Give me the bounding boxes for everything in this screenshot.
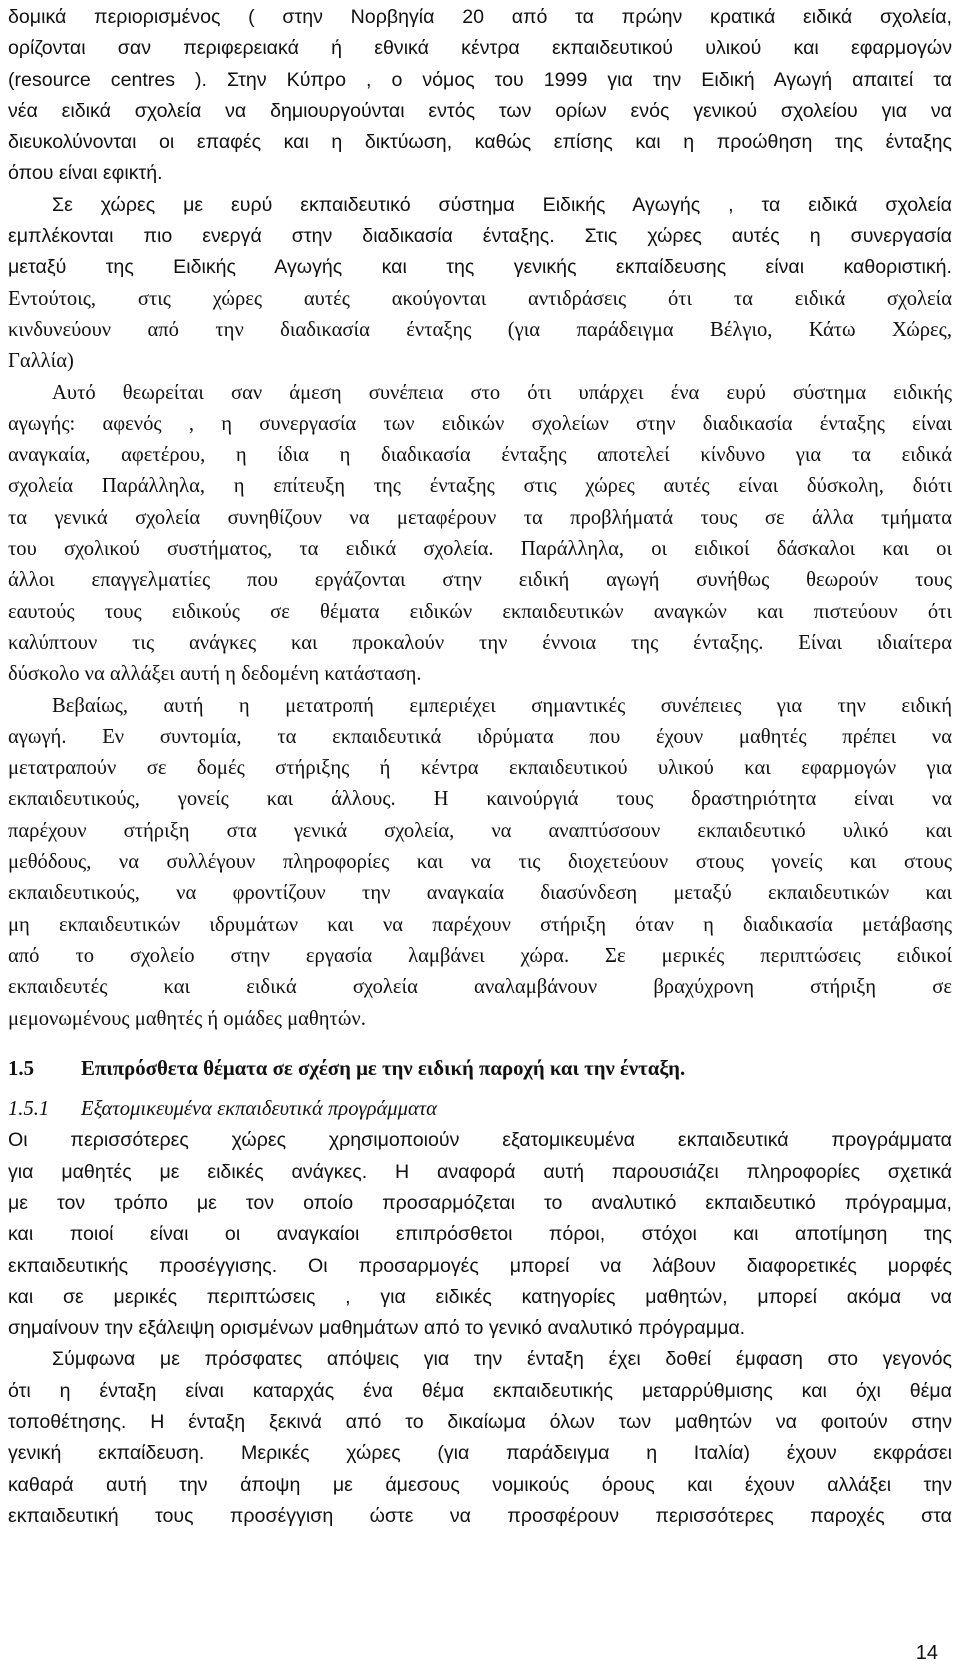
text-line: αναγκαία, αφετέρου, η ίδια η διαδικασία ένταξης αποτελεί κίνδυνο για τα ειδικά <box>8 444 952 467</box>
subsection-heading <box>8 1094 952 1125</box>
text-line: με τον τρόπο με τον οποίο προσαρμόζεται το αναλυτικό εκπαιδευτικό πρόγραμμα, <box>8 1191 952 1214</box>
text-line: (resource centres ). Στην Κύπρο , ο νόμος του 1999 για την Ειδική Αγωγή απαιτεί τα <box>8 68 952 91</box>
text-line: Σε χώρες με ευρύ εκπαιδευτικό σύστημα Ειδικής Αγωγής , τα ειδικά σχολεία <box>52 193 952 216</box>
text-line: Αυτό θεωρείται σαν άμεση συνέπεια στο ότι υπάρχει ένα ευρύ σύστημα ειδικής <box>52 381 952 404</box>
text-line: τοποθέτησης. Η ένταξη ξεκινά από το δικαίωμα όλων των μαθητών να φοιτούν στην <box>8 1411 952 1434</box>
text-line: μετατραπούν σε δομές στήριξης ή κέντρα εκπαιδευτικού υλικού και εφαρμογών για <box>8 757 952 780</box>
text-line: εκπαιδευτές και ειδικά σχολεία αναλαμβάνουν βραχύχρονη στήριξη σε <box>8 976 952 999</box>
text-line: εκπαιδευτική τους προσέγγιση ώστε να προσφέρουν περισσότερες παροχές στα <box>8 1504 952 1527</box>
text-line: εμπλέκονται πιο ενεργά στην διαδικασία ένταξης. Στις χώρες αυτές η συνεργασία <box>8 225 952 248</box>
paragraph-resource-centres <box>8 2 952 190</box>
text-line: σχολεία Παράλληλα, η επίτευξη της ένταξης στις χώρες αυτές είναι δύσκολη, διότι <box>8 475 952 498</box>
text-line: όπου είναι εφικτή. <box>8 162 163 185</box>
text-line: αγωγή. Εν συντομία, τα εκπαιδευτικά ιδρύματα που έχουν μαθητές πρέπει να <box>8 725 952 748</box>
text-line: αγωγής: αφενός , η συνεργασία των ειδικών σχολείων στην διαδικασία ένταξης είναι <box>8 412 952 435</box>
subsection-title: Εξατομικευμένα εκπαιδευτικά προγράμματα <box>81 1098 437 1121</box>
text-line: Γαλλία) <box>8 350 74 373</box>
text-line: εκπαιδευτικούς, να φροντίζουν την αναγκαία διασύνδεση μεταξύ εκπαιδευτικών και <box>8 882 952 905</box>
text-line: άλλοι επαγγελματίες που εργάζονται στην ειδική αγωγή συνήθως θεωρούν τους <box>8 569 952 592</box>
page-number: 14 <box>915 1642 938 1664</box>
text-line: ότι η ένταξη είναι καταρχάς ένα θέμα εκπαιδευτικής μεταρρύθμισης και όχι θέμα <box>8 1379 952 1402</box>
text-line: εκπαιδευτικούς, γονείς και άλλους. Η καινούργιά τους δραστηριότητα είναι να <box>8 788 952 811</box>
paragraph-transformation <box>8 691 952 1035</box>
text-line: νέα ειδικά σχολεία να δημιουργούνται εντός των ορίων ενός γενικού σχολείου για να <box>8 99 952 122</box>
text-line: μεταξύ της Ειδικής Αγωγής και της γενικής εκπαίδευσης είναι καθοριστική. <box>8 256 952 279</box>
text-line: και ποιοί είναι οι αναγκαίοι επιπρόσθετοι πόροι, στόχοι και αποτίμηση της <box>8 1223 952 1246</box>
subsection-number: 1.5.1 <box>8 1098 50 1121</box>
text-line: γενική εκπαίδευση. Μερικές χώρες (για παράδειγμα η Ιταλία) έχουν εκφράσει <box>8 1442 952 1465</box>
paragraph-individual-programs <box>8 1125 952 1344</box>
text-line: μη εκπαιδευτικών ιδρυμάτων και να παρέχουν στήριξη όταν η διαδικασία μετάβασης <box>8 913 952 936</box>
section-number: 1.5 <box>8 1056 34 1080</box>
text-line: καθαρά αυτή την άποψη με άμεσους νομικούς όρους και έχουν αλλάξει την <box>8 1473 952 1496</box>
section-title: Επιπρόσθετα θέματα σε σχέση με την ειδική παροχή και την ένταξη. <box>81 1056 686 1080</box>
text-line: διευκολύνονται οι επαφές και η δικτύωση, καθώς επίσης και η προώθηση της ένταξης <box>8 131 952 154</box>
text-line: μεθόδους, να συλλέγουν πληροφορίες και να τις διοχετεύουν στους γονείς και στους <box>8 851 952 874</box>
text-line: δύσκολο να αλλάξει αυτή η δεδομένη κατάσταση. <box>8 663 422 686</box>
section-heading <box>8 1053 952 1084</box>
text-line: Εντούτοις, στις χώρες αυτές ακούγονται αντιδράσεις ότι τα ειδικά σχολεία <box>8 287 952 310</box>
page-body <box>8 2 952 1532</box>
text-line: τα γενικά σχολεία συνηθίζουν να μεταφέρουν τα προβλήματά τους σε άλλα τμήματα <box>8 506 952 529</box>
text-line: και σε μερικές περιπτώσεις , για ειδικές κατηγορίες μαθητών, μπορεί ακόμα να <box>8 1285 952 1308</box>
paragraph-reform <box>8 1344 952 1532</box>
text-line: από το σχολείο στην εργασία λαμβάνει χώρα. Σε μερικές περιπτώσεις ειδικοί <box>8 944 952 967</box>
text-line: ορίζονται σαν περιφερειακά ή εθνικά κέντρα εκπαιδευτικού υλικού και εφαρμογών <box>8 37 952 60</box>
text-line: μεμονωμένους μαθητές ή ομάδες μαθητών. <box>8 1007 366 1030</box>
paragraph-consequence <box>8 378 952 691</box>
text-line: σημαίνουν την εξάλειψη ορισμένων μαθημάτων από το γενικό αναλυτικό πρόγραμμα. <box>8 1317 746 1340</box>
text-line: Βεβαίως, αυτή η μετατροπή εμπεριέχει σημαντικές συνέπειες για την ειδική <box>52 694 952 717</box>
text-line: εκπαιδευτικής προσέγγισης. Οι προσαρμογές μπορεί να λάβουν διαφορετικές μορφές <box>8 1254 952 1277</box>
text-line: Οι περισσότερες χώρες χρησιμοποιούν εξατομικευμένα εκπαιδευτικά προγράμματα <box>8 1129 952 1152</box>
text-line: Σύμφωνα με πρόσφατες απόψεις για την ένταξη έχει δοθεί έμφαση στο γεγονός <box>52 1348 952 1371</box>
paragraph-wide-systems <box>8 190 952 378</box>
text-line: για μαθητές με ειδικές ανάγκες. Η αναφορά αυτή παρουσιάζει πληροφορίες σχετικά <box>8 1160 952 1183</box>
text-line: παρέχουν στήριξη στα γενικά σχολεία, να αναπτύσσουν εκπαιδευτικό υλικό και <box>8 819 952 842</box>
text-line: δομικά περιορισμένος ( στην Νορβηγία 20 από τα πρώην κρατικά ειδικά σχολεία, <box>8 6 952 28</box>
text-line: εαυτούς τους ειδικούς σε θέματα ειδικών εκπαιδευτικών αναγκών και πιστεύουν ότι <box>8 600 952 623</box>
text-line: καλύπτουν τις ανάγκες και προκαλούν την έννοια της ένταξης. Είναι ιδιαίτερα <box>8 631 952 654</box>
text-line: κινδυνεύουν από την διαδικασία ένταξης (για παράδειγμα Βέλγιο, Κάτω Χώρες, <box>8 318 952 341</box>
text-line: του σχολικού συστήματος, τα ειδικά σχολεία. Παράλληλα, οι ειδικοί δάσκαλοι και οι <box>8 538 952 561</box>
